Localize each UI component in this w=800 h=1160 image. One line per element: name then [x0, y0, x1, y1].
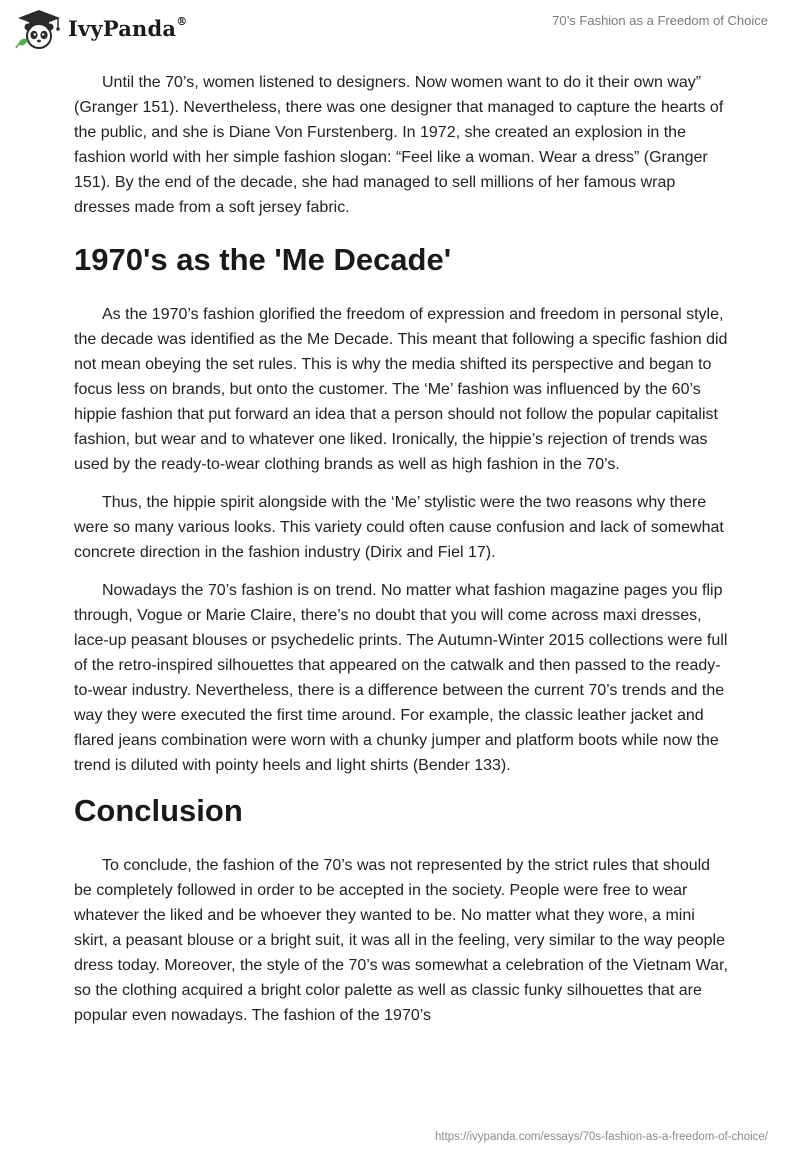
page-header — [0, 0, 800, 60]
logo[interactable] — [14, 8, 187, 50]
paragraph: As the 1970’s fashion glorified the freedom of expression and freedom in personal style, the decade was identified as the Me Decade. This meant that following a specific fashion did not mean obeying the set rules. This is why the media shifted its perspective and began to focus less on brands, but onto the customer. The ‘Me’ fashion was influenced by the 60’s hippie fashion that put forward an idea that a person should not follow the popular capitalist fashion, but wear and to whatever one liked. Ironically, the hippie’s rejection of trends was used by the ready-to-wear clothing brands as well as high fashion in the 70’s. — [74, 306, 728, 473]
section-heading-conclusion: Conclusion — [74, 793, 243, 828]
brand-name — [68, 16, 187, 41]
panda-graduate-icon — [14, 8, 64, 50]
paragraph: Until the 70’s, women listened to designers. Now women want to do it their own way” (Granger 151). Nevertheless, there was one designer that managed to capture the hearts of the public, and she is Diane Von Furstenberg. In 1972, she created an explosion in the fashion world with her simple fashion slogan: “Feel like a woman. Wear a dress” (Granger 151). By the end of the decade, she had managed to sell millions of her famous wrap dresses made from a soft jersey fabric. — [74, 74, 724, 216]
registered-mark: ® — [176, 14, 188, 28]
paragraph: Thus, the hippie spirit alongside with the ‘Me’ stylistic were the two reasons why there were so many various looks. This variety could often cause confusion and lack of somewhat concrete direction in the fashion industry (Dirix and Fiel 17). — [74, 494, 724, 561]
brand-text: IvyPanda — [68, 15, 177, 41]
document-title: 70’s Fashion as a Freedom of Choice — [552, 13, 768, 28]
essay-content — [74, 70, 730, 1041]
paragraph: Nowadays the 70’s fashion is on trend. No matter what fashion magazine pages you flip through, Vogue or Marie Claire, there’s no doubt that you will come across maxi dresses, lace-up peasant blouses or psychedelic prints. The Autumn-Winter 2015 collections were full of the retro-inspired silhouettes that appeared on the catwalk and then passed to the ready-to-wear industry. Nevertheless, there is a difference between the current 70’s trends and the way they were executed the first time around. For example, the classic leather jacket and flared jeans combination were worn with a chunky jumper and platform boots while now the trend is diluted with pointy heels and light shirts (Bender 133). — [74, 582, 728, 774]
section-heading-me-decade: 1970's as the 'Me Decade' — [74, 242, 452, 277]
source-url[interactable]: https://ivypanda.com/essays/70s-fashion-as-a-freedom-of-choice/ — [434, 1131, 768, 1143]
paragraph: To conclude, the fashion of the 70’s was not represented by the strict rules that should be completely followed in order to be accepted in the society. People were free to wear whatever the liked and be whoever they wanted to be. No matter what they wore, a mini skirt, a peasant blouse or a bright suit, it was all in the feeling, very similar to the way people dress today. Moreover, the style of the 70’s was somewhat a celebration of the Vietnam War, so the clothing acquired a bright color palette as well as classic funky silhouettes that are popular even nowadays. The fashion of the 1970’s — [74, 857, 728, 1024]
